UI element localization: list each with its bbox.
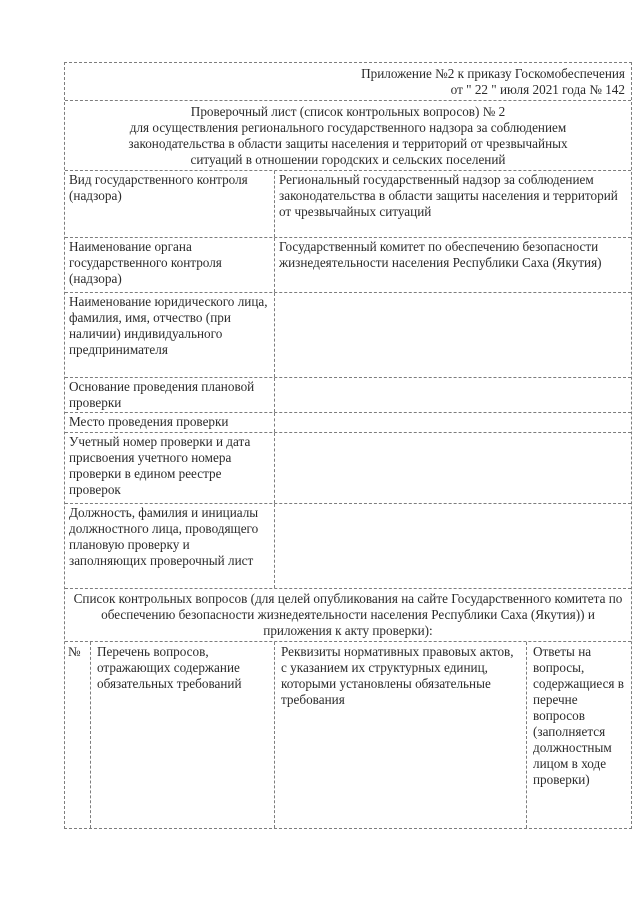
checklist-heading (65, 588, 631, 641)
title-line-2: для осуществления регионального государственного надзора за соблюдением (129, 120, 567, 135)
row-label: Должность, фамилия и инициалы должностного лица, проводящего плановую проверку и заполняющих проверочный лист (65, 504, 275, 588)
row-label: Наименование юридического лица, фамилия, имя, отчество (при наличии) индивидуального предпринимателя (65, 293, 275, 377)
column-answers-header: Ответы на вопросы, содержащиеся в перечне вопросов (заполняется должностным лицом в ходе проверки) (533, 644, 625, 787)
column-number-header: № (65, 642, 91, 828)
row-value (275, 504, 631, 588)
row-label: Вид государственного контроля (надзора) (65, 171, 275, 237)
table-row (65, 292, 631, 377)
checklist-heading-text: Список контрольных вопросов (для целей опубликования на сайте Государственного комитета по обеспечению безопасности жизнедеятельности населения Республики Саха (Якутия)) и приложения к акту проверки): (73, 591, 623, 638)
table-row (65, 432, 631, 503)
appendix-line-2: от " 22 " июля 2021 года № 142 (450, 82, 625, 97)
table-row (65, 170, 631, 237)
row-label: Основание проведения плановой проверки (65, 378, 275, 412)
appendix-line-1: Приложение №2 к приказу Госкомобеспечения (361, 66, 625, 81)
row-value: Региональный государственный надзор за соблюдением законодательства в области защиты населения и территорий от чрезвычайных ситуаций (279, 172, 618, 219)
document-title (65, 100, 631, 170)
column-questions-header: Перечень вопросов, отражающих содержание обязательных требований (91, 642, 275, 828)
row-label: Учетный номер проверки и дата присвоения учетного номера проверки в едином реестре проверок (65, 433, 275, 503)
row-label: Место проведения проверки (65, 413, 275, 432)
row-value (275, 293, 631, 377)
row-value (275, 413, 631, 432)
title-line-4: ситуаций в отношении городских и сельских поселений (190, 152, 506, 167)
table-row (65, 503, 631, 588)
row-value: Государственный комитет по обеспечению безопасности жизнедеятельности населения Республики Саха (Якутия) (279, 239, 602, 270)
table-row (65, 377, 631, 412)
row-value (275, 378, 631, 412)
questions-header-row (65, 641, 631, 828)
title-line-3: законодательства в области защиты населения и территорий от чрезвычайных (128, 136, 568, 151)
row-value (275, 433, 631, 503)
column-requisites-header: Реквизиты нормативных правовых актов, с указанием их структурных единиц, которыми установлены обязательные требования (275, 642, 527, 828)
row-label: Наименование органа государственного контроля (надзора) (65, 238, 275, 292)
document-table (64, 62, 632, 829)
title-line-1: Проверочный лист (список контрольных вопросов) № 2 (190, 104, 506, 119)
table-row (65, 412, 631, 432)
table-row (65, 237, 631, 292)
appendix-header (65, 63, 631, 100)
